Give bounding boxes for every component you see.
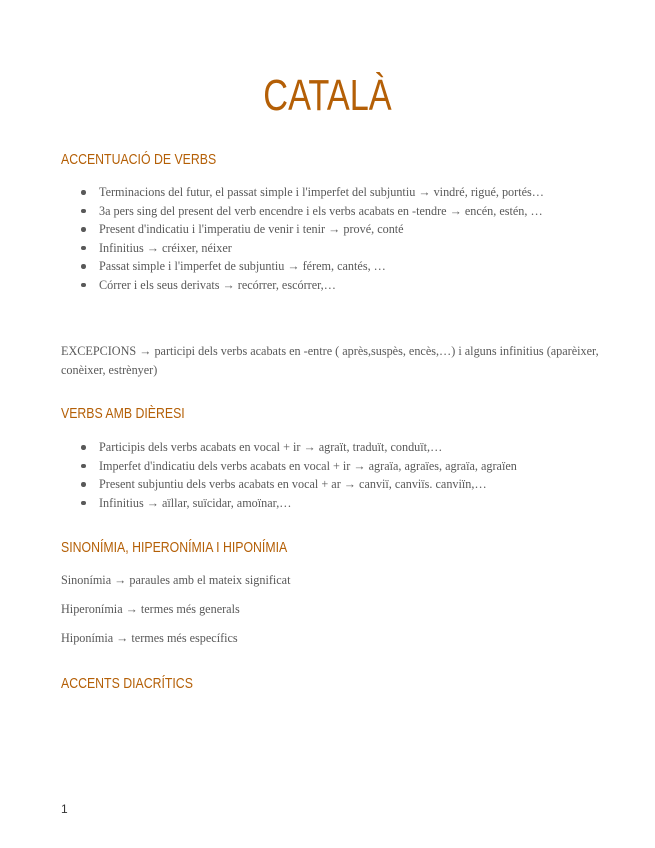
list-item: 3a pers sing del present del verb encendre i els verbs acabats en -tendre → encén, estén, …	[61, 202, 601, 221]
accentuacio-list	[61, 183, 601, 294]
sinonimia-line: Sinonímia → paraules amb el mateix significat	[61, 573, 291, 587]
section-heading-diacritics: ACCENTS DIACRÍTICS	[61, 675, 193, 692]
list-item: Infinitius → aïllar, suïcidar, amoïnar,…	[61, 494, 601, 513]
hiperonimia-line: Hiperonímia → termes més generals	[61, 602, 240, 616]
section-heading-sinonimia: SINONÍMIA, HIPERONÍMIA I HIPONÍMIA	[61, 539, 288, 556]
list-item: Participis dels verbs acabats en vocal + ir → agraït, traduït, conduït,…	[61, 438, 601, 457]
list-item: Present subjuntiu dels verbs acabats en vocal + ar → canviï, canviïs. canviïn,…	[61, 475, 601, 494]
section-heading-accentuacio: ACCENTUACIÓ DE VERBS	[61, 151, 217, 168]
hiponimia-line: Hiponímia → termes més específics	[61, 631, 238, 645]
dieresi-list	[61, 438, 601, 512]
list-item: Córrer i els seus derivats → recórrer, escórrer,…	[61, 276, 601, 295]
list-item: Imperfet d'indicatiu dels verbs acabats en vocal + ir → agraïa, agraïes, agraïa, agraïen	[61, 457, 601, 476]
section-heading-dieresi: VERBS AMB DIÈRESI	[61, 405, 185, 422]
list-item: Present d'indicatiu i l'imperatiu de venir i tenir → prové, conté	[61, 220, 601, 239]
list-item: Terminacions del futur, el passat simple i l'imperfet del subjuntiu → vindré, rigué, portés…	[61, 183, 601, 202]
list-item: Infinitius → créixer, néixer	[61, 239, 601, 258]
page-title: CATALÀ	[263, 71, 392, 120]
list-item: Passat simple i l'imperfet de subjuntiu → férem, cantés, …	[61, 257, 601, 276]
page-number: 1	[61, 802, 68, 816]
exceptions-paragraph: EXCEPCIONS → participi dels verbs acabats en -entre ( après,suspès, encès,…) i alguns infinitius (aparèixer, conèixer, estrènyer)	[61, 344, 599, 377]
